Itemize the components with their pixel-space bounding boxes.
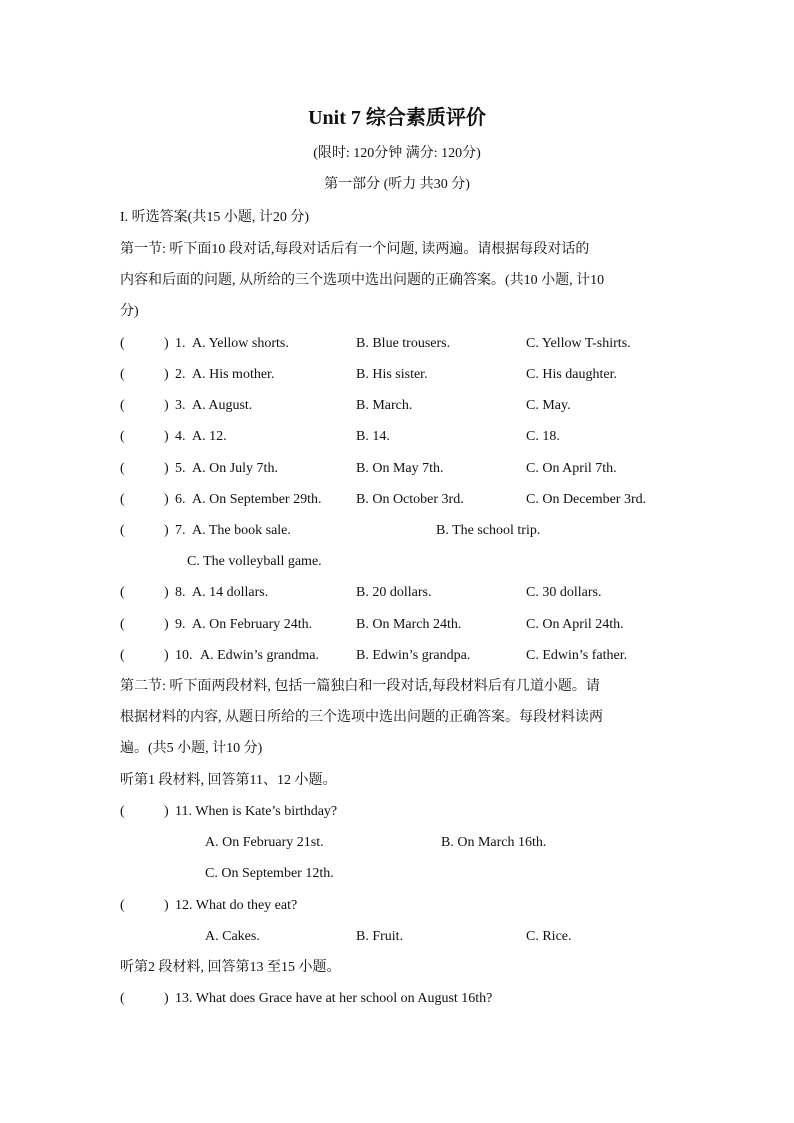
page-title: Unit 7 综合素质评价: [308, 107, 486, 129]
question-number: 1.: [175, 336, 186, 351]
answer-blank-open[interactable]: (: [120, 804, 125, 819]
section1-instruction-line: 第一节: 听下面10 段对话,每段对话后有一个问题, 读两遍。请根据每段对话的: [120, 242, 590, 257]
answer-blank-close: ): [164, 523, 169, 538]
answer-blank-close: ): [164, 461, 169, 476]
answer-blank-open[interactable]: (: [120, 523, 125, 538]
question-stem: 13. What does Grace have at her school on August 16th?: [175, 991, 493, 1006]
option-a: A. The book sale.: [192, 523, 291, 538]
option-a: A. 12.: [192, 429, 227, 444]
answer-blank-open[interactable]: (: [120, 492, 125, 507]
answer-blank-open[interactable]: (: [120, 398, 125, 413]
section1-instruction-line: 分): [120, 304, 139, 319]
option-c: C. On December 3rd.: [526, 492, 647, 507]
question-number: 5.: [175, 461, 186, 476]
option-c: C. On April 7th.: [526, 461, 617, 476]
option-b: B. 20 dollars.: [356, 585, 432, 600]
option-c: C. The volleyball game.: [187, 554, 322, 569]
answer-blank-close: ): [164, 429, 169, 444]
section2-instruction-line: 根据材料的内容, 从题日所给的三个选项中选出问题的正确答案。每段材料读两: [120, 710, 603, 725]
section1-instruction-line: 内容和后面的问题, 从所给的三个选项中选出问题的正确答案。(共10 小题, 计10: [120, 273, 605, 288]
option-a: A. On July 7th.: [192, 461, 278, 476]
option-c: C. On April 24th.: [526, 617, 624, 632]
material2-heading: 听第2 段材料, 回答第13 至15 小题。: [120, 960, 341, 975]
section2-instruction-line: 第二节: 听下面两段材料, 包括一篇独白和一段对话,每段材料后有几道小题。请: [120, 679, 600, 694]
section2-instruction-line: 遍。(共5 小题, 计10 分): [120, 741, 263, 756]
answer-blank-open[interactable]: (: [120, 336, 125, 351]
answer-blank-close: ): [164, 367, 169, 382]
option-a: A. Cakes.: [205, 929, 260, 944]
option-b: B. On May 7th.: [356, 461, 444, 476]
option-b: B. 14.: [356, 429, 390, 444]
answer-blank-open[interactable]: (: [120, 991, 125, 1006]
answer-blank-open[interactable]: (: [120, 585, 125, 600]
answer-blank-open[interactable]: (: [120, 648, 125, 663]
section1-heading: I. 听选答案(共15 小题, 计20 分): [120, 210, 309, 225]
option-a: A. On September 29th.: [192, 492, 322, 507]
answer-blank-open[interactable]: (: [120, 429, 125, 444]
answer-blank-close: ): [164, 492, 169, 507]
option-a: A. On February 24th.: [192, 617, 313, 632]
question-number: 6.: [175, 492, 186, 507]
answer-blank-close: ): [164, 398, 169, 413]
option-c: C. 18.: [526, 429, 560, 444]
question-number: 4.: [175, 429, 186, 444]
option-b: B. Blue trousers.: [356, 336, 451, 351]
question-number: 9.: [175, 617, 186, 632]
option-b: B. The school trip.: [436, 523, 541, 538]
option-c: C. May.: [526, 398, 571, 413]
material1-heading: 听第1 段材料, 回答第11、12 小题。: [120, 773, 337, 788]
option-b: B. March.: [356, 398, 413, 413]
answer-blank-open[interactable]: (: [120, 898, 125, 913]
answer-blank-close: ): [164, 648, 169, 663]
question-number: 2.: [175, 367, 186, 382]
option-b: B. On March 24th.: [356, 617, 462, 632]
answer-blank-close: ): [164, 804, 169, 819]
answer-blank-close: ): [164, 585, 169, 600]
option-a: A. Yellow shorts.: [192, 336, 289, 351]
option-c: C. His daughter.: [526, 367, 617, 382]
answer-blank-close: ): [164, 617, 169, 632]
answer-blank-open[interactable]: (: [120, 461, 125, 476]
question-stem: 11. When is Kate’s birthday?: [175, 804, 338, 819]
option-c: C. 30 dollars.: [526, 585, 602, 600]
time-info: (限时: 120分钟 满分: 120分): [313, 146, 481, 161]
answer-blank-close: ): [164, 898, 169, 913]
answer-blank-close: ): [164, 336, 169, 351]
answer-blank-close: ): [164, 991, 169, 1006]
answer-blank-open[interactable]: (: [120, 617, 125, 632]
question-number: 8.: [175, 585, 186, 600]
question-stem: 12. What do they eat?: [175, 898, 298, 913]
question-number: 7.: [175, 523, 186, 538]
answer-blank-open[interactable]: (: [120, 367, 125, 382]
option-b: B. His sister.: [356, 367, 428, 382]
part-title: 第一部分 (听力 共30 分): [324, 177, 470, 192]
option-b: B. Fruit.: [356, 929, 404, 944]
option-c: C. Edwin’s father.: [526, 648, 628, 663]
question-number: 3.: [175, 398, 186, 413]
option-c: C. Yellow T-shirts.: [526, 336, 631, 351]
option-a: A. His mother.: [192, 367, 275, 382]
option-c: C. Rice.: [526, 929, 572, 944]
option-a: A. Edwin’s grandma.: [200, 648, 319, 663]
option-a: A. On February 21st.: [205, 835, 324, 850]
question-number: 10.: [175, 648, 193, 663]
option-b: B. On October 3rd.: [356, 492, 464, 507]
option-a: A. August.: [192, 398, 253, 413]
option-b: B. Edwin’s grandpa.: [356, 648, 471, 663]
option-c: C. On September 12th.: [205, 866, 334, 881]
option-b: B. On March 16th.: [441, 835, 547, 850]
option-a: A. 14 dollars.: [192, 585, 269, 600]
